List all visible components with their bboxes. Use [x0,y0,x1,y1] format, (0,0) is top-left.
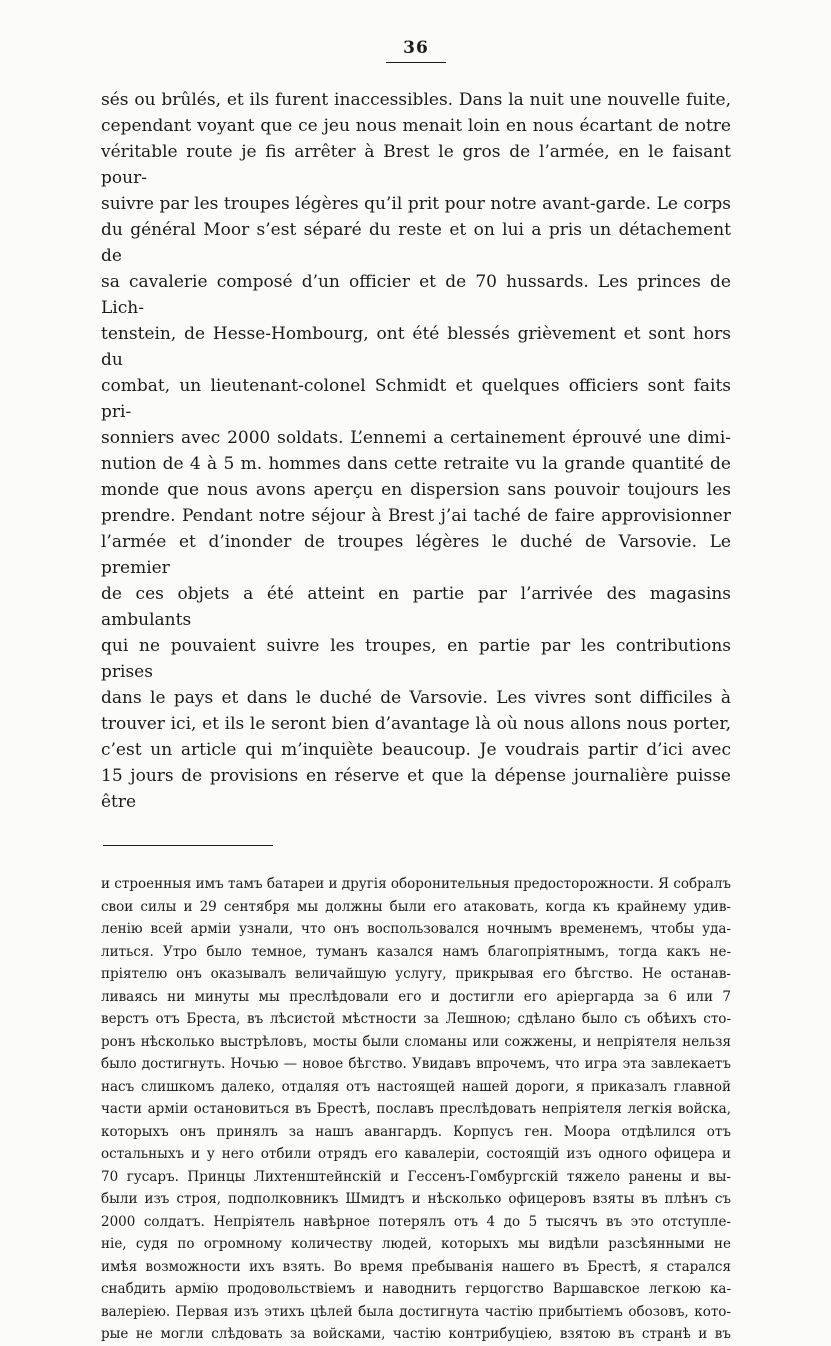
footnote-line: свои силы и 29 сентября мы должны были его атаковать, когда къ крайнему удив- [101,898,731,915]
footnote-line: и строенныя имъ тамъ батареи и другія оборонительныя предосторожности. Я собралъ [101,876,731,892]
main-text-line: c’est un article qui m’inquiète beaucoup. Je voudrais partir d’ici avec [101,740,731,760]
main-text-line: nution de 4 à 5 m. hommes dans cette retraite vu la grande quantité de [101,454,731,474]
footnote-block [101,873,731,1346]
footnote-line: снабдить армію продовольствіемъ и наводнить герцогство Варшавское легкою ка- [101,1281,731,1297]
main-text-line: cependant voyant que ce jeu nous menait loin en nous écartant de notre [101,116,731,136]
main-text-line: 15 jours de provisions en réserve et que la dépense journalière puisse être [101,766,731,812]
footnote-separator [103,845,273,846]
main-text-line: sonniers avec 2000 soldats. L’ennemi a certainement éprouvé une dimi- [101,428,731,448]
footnote-line: насъ слишкомъ далеко, отдаляя отъ настоящей нашей дороги, я приказалъ главной [101,1078,731,1095]
footnote-line: рые не могли слѣдовать за войсками, частію контрибуціею, взятою въ странѣ и въ [101,1326,731,1342]
page-header [101,38,731,63]
footnote-line: литься. Утро было темное, туманъ казался намъ благопріятнымъ, тогда какъ не- [101,943,731,960]
footnote-line: 70 гусаръ. Принцы Лихтенштейнскій и Гессенъ-Гомбургскій тяжело ранены и вы- [101,1168,731,1185]
main-text-line: du général Moor s’est séparé du reste et on lui a pris un détachement de [101,220,731,266]
footnote-line: было достигнуть. Ночью — новое бѣгство. Увидавъ впрочемъ, что игра эта завлекаетъ [101,1056,731,1072]
footnote-line: остальныхъ и у него отбили отрядъ его кавалеріи, состоящій изъ одного офицера и [101,1146,731,1162]
footnote-line: верстъ отъ Бреста, въ лѣсистой мѣстности за Лешною; сдѣлано было съ обѣихъ сто- [101,1011,731,1027]
main-text-line: de ces objets a été atteint en partie par l’arrivée des magasins ambulants [101,584,731,630]
main-text-line: l’armée et d’inonder de troupes légères le duché de Varsovie. Le premier [101,532,731,578]
footnote-line: ленію всей арміи узнали, что онъ воспользовался ночнымъ временемъ, чтобы уда- [101,921,731,937]
footnote-line: были изъ строя, подполковникъ Шмидтъ и нѣсколько офицеровъ взяты въ плѣнъ съ [101,1191,731,1207]
main-text-line: prendre. Pendant notre séjour à Brest j’ai taché de faire approvisionner [101,506,731,526]
footnote-line: части арміи остановиться въ Брестѣ, пославъ преслѣдовать непріятеля легкія войска, [101,1101,731,1117]
main-text-line: sa cavalerie composé d’un officier et de 70 hussards. Les princes de Lich- [101,272,731,318]
main-text-line: combat, un lieutenant-colonel Schmidt et quelques officiers sont faits pri- [101,376,731,422]
footnote-line: ронъ нѣсколько выстрѣловъ, мосты были сломаны или сожжены, и непріятеля нельзя [101,1033,731,1050]
footnote-line: 2000 солдатъ. Непріятель навѣрное потерялъ отъ 4 до 5 тысячъ въ это отступле- [101,1213,731,1230]
main-text-line: dans le pays et dans le duché de Varsovie. Les vivres sont difficiles à [101,688,731,708]
main-text-line: trouver ici, et ils le seront bien d’avantage là où nous allons nous porter, [101,714,731,734]
main-text-line: véritable route je fis arrêter à Brest le gros de l’armée, en le faisant pour- [101,142,731,188]
footnote-line: ніе, судя по огромному количеству людей, которыхъ мы видѣли разсѣянными не [101,1236,731,1252]
main-text-line: suivre par les troupes légères qu’il prit pour notre avant-garde. Le corps [101,194,731,214]
main-text-line: sés ou brûlés, et ils furent inaccessibles. Dans la nuit une nouvelle fuite, [101,90,731,110]
footnote-line: пріятелю онъ оказывалъ величайшую услугу, прикрывая его бѣгство. Не останав- [101,966,731,982]
footnote-line: ливаясь ни минуты мы преслѣдовали его и достигли его аріергарда за 6 или 7 [101,988,731,1005]
footnote-line: которыхъ онъ принялъ за нашъ авангардъ. Корпусъ ген. Моора отдѣлился отъ [101,1123,731,1140]
main-text-line: qui ne pouvaient suivre les troupes, en partie par les contributions prises [101,636,731,682]
page-number: 36 [386,38,446,63]
main-text-line: monde que nous avons aperçu en dispersion sans pouvoir toujours les [101,480,731,500]
footnote-line: имѣя возможности ихъ взять. Во время пребыванія нашего въ Брестѣ, я старался [101,1258,731,1275]
main-text-block [101,87,731,815]
main-text-line: tenstein, de Hesse-Hombourg, ont été blessés grièvement et sont hors du [101,324,731,370]
footnote-line: валеріею. Первая изъ этихъ цѣлей была достигнута частію прибытіемъ обозовъ, кото- [101,1303,731,1320]
